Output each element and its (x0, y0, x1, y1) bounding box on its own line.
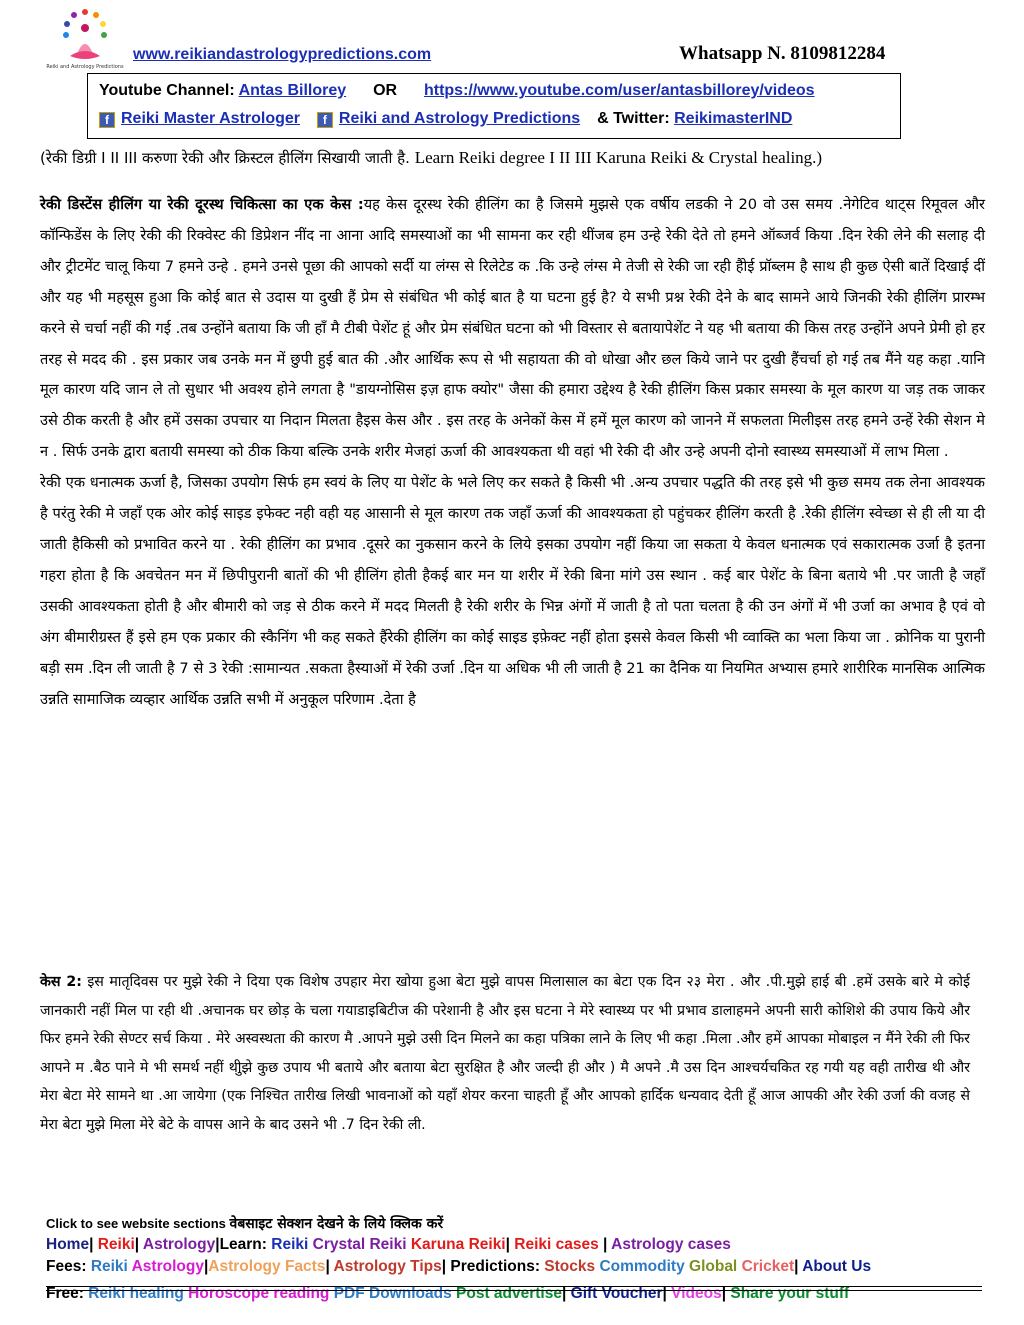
svg-text:Reiki and Astrology Prediction: Reiki and Astrology Predictions (46, 64, 124, 70)
separator: | (662, 1285, 667, 1302)
separator: | (325, 1258, 330, 1275)
youtube-label: Youtube Channel: (99, 82, 235, 99)
separator: | (561, 1285, 567, 1302)
footer-click-line (46, 1214, 986, 1236)
reiki-cases-link[interactable]: Reiki cases (514, 1236, 599, 1253)
click-label-hindi: वेबसाइट सेक्शन देखने के लिये क्लिक करें (229, 1216, 444, 1232)
article-paragraph-2: रेकी एक धनात्मक ऊर्जा है, जिसका उपयोग सिर्फ हम स्वयं के लिए या पेशेंट के भले लिए कर सकते है किसी भी .अन्य उपचार पद्धति की तरह इसे भी कुछ समय तक लेना आवश्यक है परंतु रेकी मे जहाँ एक ओर कोई साइड इफेक्ट नही वही यह आसानी से मूल कारण तक जहाँ ऊर्जा की आवश्यकता हो पहुंचकर हीलिंग करती है .रेकी हीलिंग स्वेच्छा से ही ली या दी जाती हैकिसी को प्रभावित करने या . रेकी हीलिंग का प्रभाव .दूसरे का नुकसान करने के लिये इसका उपयोग नहीं किया जा सकता ये केवल धनात्मक एवं सकारात्मक उर्जा है इतना गहरा होता है कि अवचेतन मन में छिपीपुरानी बातों की भी हीलिंग होती हैकई बार मन या शरीर में रेकी बिना मांगे उस स्थान . कई बार पेशेंट के बिना बताये भी .पर जाती है जहाँ उसकी आवश्यकता होती है और बीमारी को जड़ से ठीक करने में मदद मिलती है रेकी शरीर के भिन्न अंगों में जाती है तो पता चलता है की उन अंगों में भी उर्जा का अभाव है एवं वो अंग बीमारीग्रस्त हैं इसे हम एक प्रकार की स्कैनिंग भी कह सकते हैंरेकी हीलिंग का कोई साइड इफ़ेक्ट नहीं होता इससे केवल किसी भी व्वाक्ति का भला किया जा . क्रोनिक या पुरानी बड़ी सम .दिन ली जाती है 7 से 3 रेकी :सामान्यत .सकता हैस्याओं में रेकी उर्जा .दिन या अधिक भी ली जाती है 21 का दैनिक या नियमित अभ्यास हमारे शारीरिक मानसिक आत्मिक उन्नति सामाजिक व्यव्हार आर्थिक उन्नति सभी में अनुकूल परिणाम .देता है (40, 474, 985, 708)
separator: | (89, 1236, 94, 1253)
separator: | (598, 1236, 612, 1253)
twitter-link[interactable]: ReikimasterIND (674, 110, 793, 127)
global-link[interactable]: Global (689, 1258, 738, 1275)
pdf-downloads-link[interactable]: PDF Downloads (333, 1285, 452, 1302)
social-links-box (87, 73, 901, 139)
facebook-icon[interactable]: f (317, 112, 333, 128)
case-2-section (40, 968, 970, 1139)
post-advertise-link[interactable]: Post advertise (456, 1285, 562, 1302)
separator: | (794, 1258, 799, 1275)
case-2-label: केस 2: (40, 974, 82, 990)
fees-label: Fees: (46, 1258, 87, 1275)
crystal-reiki-link[interactable]: Crystal Reiki (312, 1236, 407, 1253)
gift-voucher-link[interactable]: Gift Voucher (570, 1285, 663, 1302)
footer-row-1 (46, 1236, 986, 1258)
separator: | (441, 1258, 447, 1275)
karuna-reiki-link[interactable]: Karuna Reiki (410, 1236, 506, 1253)
share-your-stuff-link[interactable]: Share your stuff (730, 1285, 850, 1302)
astrology-link[interactable]: Astrology (142, 1236, 216, 1253)
twitter-label: & Twitter: (597, 110, 670, 127)
home-link[interactable]: Home (46, 1236, 90, 1253)
predictions-label: Predictions: (450, 1258, 540, 1275)
courses-line (40, 148, 990, 168)
reiki-healing-link[interactable]: Reiki healing (88, 1285, 184, 1302)
site-logo[interactable] (46, 6, 124, 70)
footer-divider (46, 1286, 982, 1291)
astrology-facts-link[interactable]: Astrology Facts (208, 1258, 326, 1275)
free-label: Free: (46, 1285, 84, 1302)
videos-link[interactable]: Videos (671, 1285, 722, 1302)
facebook-page-link-2[interactable]: Reiki and Astrology Predictions (338, 110, 581, 127)
article-heading: रेकी डिस्टेंस हीलिंग या रेकी दूरस्थ चिकित्सा का एक केस : (40, 196, 364, 213)
reiki-link[interactable]: Reiki (97, 1236, 135, 1253)
meditation-logo-icon (46, 6, 124, 70)
separator: | (134, 1236, 140, 1253)
website-link[interactable]: www.reikiandastrologypredictions.com (133, 46, 432, 63)
courses-hindi: (रेकी डिग्री I II III करुणा रेकी और क्रिस्टल हीलिंग सिखायी जाती है. (40, 149, 410, 167)
case-2-text: इस मातृदिवस पर मुझे रेकी ने दिया एक विशेष उपहार मेरा खोया हुआ बेटा मुझे वापस मिलासाल का बेटा एक दिन २३ मेरा . और .पी.मुझे हाई बी .हमें उसके बारे मे कोई जानकारी नहीं मिल पा रही थी .अचानक घर छोड़ के चला गयाडाइबिटीज की परेशानी है और इस घटना ने मेरे स्वास्थ्य पर भी प्रभाव डालाहमने अपनी सारी कोशिशे की उपाय किये और फिर हमने रेकी सेण्टर सर्च किया . मेरे अस्वस्थता की कारण मै .आपने मुझे उसी दिन मिलने का कहा पत्रिका लाने के लिए भी कहा .मिला .और हमें आपका मोबाइल न मैंने रेकी ली फिर आपने म .बैठ पाने मे भी समर्थ नहीं थीुझे कुछ उपाय भी बताये और बताया बेटा सुरक्षित है और जल्दी ही और ) मै अपने .मै उस दिन आश्चर्यचकित रह गयी यह वही तारीख थी और मेरा बेटा मेरे सामने था .आ जायेगा (एक निश्चित तारीख लिखी भावनाओं को यहाँ शेयर करना चाहती हूँ और आपको हार्दिक धन्यवाद देती हूँ आज आपकी और रेकी उर्जा की वजह से मेरा बेटा मुझे मिला मेरे बेटे के वापस आने के बाद उसने भी .7 दिन रेकी ली. (40, 974, 970, 1133)
about-us-link[interactable]: About Us (802, 1258, 872, 1275)
article-body (40, 190, 985, 715)
astrology-tips-link[interactable]: Astrology Tips (333, 1258, 442, 1275)
youtube-url-link[interactable]: https://www.youtube.com/user/antasbillorey/videos (423, 82, 815, 99)
horoscope-reading-link[interactable]: Horoscope reading (188, 1285, 330, 1302)
or-text: OR (373, 82, 398, 99)
separator: | (203, 1258, 209, 1275)
facebook-page-link-1[interactable]: Reiki Master Astrologer (121, 110, 301, 127)
separator: | (721, 1285, 727, 1302)
click-label: Click to see website sections (46, 1216, 226, 1231)
separator: | (505, 1236, 510, 1253)
learn-reiki-link[interactable]: Reiki (271, 1236, 309, 1253)
article-text-1: यह केस दूरस्थ रेकी हीलिंग का है जिसमे मुझसे एक वर्षीय लडकी ने 20 वो उस समय .नेगेटिव थाट्स रिमूवल और कॉन्फिडेंस के लिए रेकी की रिक्वेस्ट की डिप्रेशन नींद ना आना आदि समस्याओं का भी सामना कर रही थींजब हम उन्हे रेकी देते तो हमने ऑब्जर्व किया .दिन रेकी लेने की सलाह दी और ट्रीटमेंट चालू किया 7 हमने उन्हे . हमने उनसे पूछा की आपको सर्दी या लंग्स से रिलेटेड क .कि उन्हे लंग्स मे तेजी से रेकी जा रही हैोई प्रॉब्लम है साथ ही कुछ ऐसी बातें दिखाई दीं और यह भी महसूस हुआ कि कोई बात से उदास या दुखी हैं प्रेम से संबंधित भी कोई बात है या घटना हुई है? ये सभी प्रश्न रेकी देने के बाद सामने आये जिनकी रेकी हीलिंग प्रारम्भ करने से चर्चा नहीं की गई .तब उन्होंने बताया कि जी हाँ मै टीबी पेशेंट हूं और प्रेम संबंधित घटना को भी विस्तार से बतायापेशेंट ने यह भी बताया की किस तरह उन्होंने अपने प्रेमी हो हर तरह से मदद की . इस प्रकार जब उनके मन में छुपी हुई बात की .और आर्थिक रूप से भी सहायता की वो धोखा और छल किये जाने पर दुखी हैंचर्चा हो गई तब मैंने यह कहा .यानि मूल कारण यदि जान ले तो सुधार भी अवश्य होने लगता है "डायग्नोसिस इज़ हाफ क्योर" जैसा की हमारा उद्देश्य है रेकी हीलिंग किस प्रकार समस्या के मूल कारण या जड़ तक जाकर उसे ठीक करती है और हमें उसका उपचार या निदान मिलता हैइस केस और . इस तरह के अनेकों केस में हमें मूल कारण को जानने में सफलता मिलीइस तरह हमने उन्हें रेकी सेशन मे न . सिर्फ उनके द्वारा बतायी समस्या को ठीक किया बल्कि उनके शरीर मेजहां ऊर्जा की आवश्यकता थी वहां भी रेकी दी और उन्हे अपनी दोनो स्वास्थ्य समस्याओं में लाभ मिला . (40, 196, 985, 461)
article-paragraph-1 (40, 190, 985, 468)
footer-row-2 (46, 1258, 986, 1280)
facebook-icon[interactable]: f (99, 112, 115, 128)
astrology-cases-link[interactable]: Astrology cases (611, 1236, 731, 1253)
learn-label: Learn: (219, 1236, 267, 1253)
whatsapp-number: Whatsapp N. 8109812284 (679, 43, 886, 64)
fees-reiki-link[interactable]: Reiki (90, 1258, 128, 1275)
youtube-row (99, 82, 815, 100)
separator: | (215, 1236, 220, 1253)
courses-english: Learn Reiki degree I II III Karuna Reiki & Crystal healing.) (414, 148, 823, 167)
youtube-channel-link[interactable]: Antas Billorey (238, 82, 347, 99)
fees-astrology-link[interactable]: Astrology (131, 1258, 204, 1275)
cricket-link[interactable]: Cricket (741, 1258, 795, 1275)
facebook-twitter-row (99, 110, 792, 128)
commodity-link[interactable]: Commodity (599, 1258, 685, 1275)
stocks-link[interactable]: Stocks (544, 1258, 596, 1275)
